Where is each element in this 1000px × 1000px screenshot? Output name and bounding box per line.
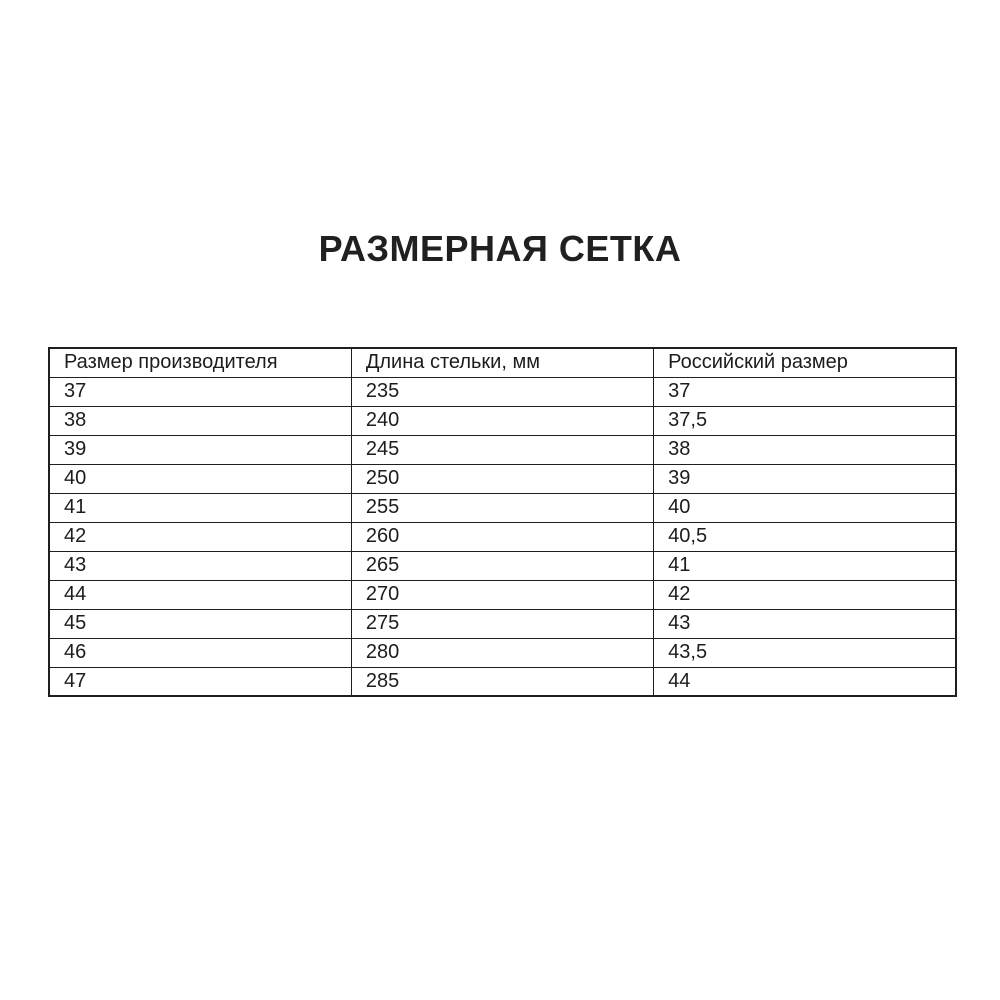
- size-grid-table: [48, 347, 957, 697]
- cell-insole-length: 280: [351, 638, 653, 667]
- cell-manufacturer-size: 45: [49, 609, 351, 638]
- cell-insole-length: 250: [351, 464, 653, 493]
- cell-insole-length: 260: [351, 522, 653, 551]
- table-row: [49, 638, 956, 667]
- table-row: [49, 406, 956, 435]
- cell-russian-size: 39: [654, 464, 956, 493]
- cell-russian-size: 37,5: [654, 406, 956, 435]
- cell-manufacturer-size: 46: [49, 638, 351, 667]
- table-row: [49, 493, 956, 522]
- table-header-row: [49, 348, 956, 377]
- cell-russian-size: 43,5: [654, 638, 956, 667]
- cell-manufacturer-size: 47: [49, 667, 351, 696]
- cell-russian-size: 40,5: [654, 522, 956, 551]
- table-row: [49, 522, 956, 551]
- table-row: [49, 551, 956, 580]
- page-title: РАЗМЕРНАЯ СЕТКА: [318, 228, 682, 269]
- cell-insole-length: 235: [351, 377, 653, 406]
- cell-russian-size: 44: [654, 667, 956, 696]
- table-row: [49, 580, 956, 609]
- cell-manufacturer-size: 38: [49, 406, 351, 435]
- cell-insole-length: 270: [351, 580, 653, 609]
- table-row: [49, 464, 956, 493]
- column-header-manufacturer-size: Размер производителя: [49, 348, 351, 377]
- table-row: [49, 667, 956, 696]
- cell-russian-size: 38: [654, 435, 956, 464]
- cell-russian-size: 42: [654, 580, 956, 609]
- column-header-insole-length: Длина стельки, мм: [351, 348, 653, 377]
- cell-manufacturer-size: 37: [49, 377, 351, 406]
- cell-insole-length: 255: [351, 493, 653, 522]
- cell-manufacturer-size: 39: [49, 435, 351, 464]
- cell-russian-size: 37: [654, 377, 956, 406]
- cell-manufacturer-size: 42: [49, 522, 351, 551]
- table-row: [49, 435, 956, 464]
- cell-manufacturer-size: 41: [49, 493, 351, 522]
- cell-russian-size: 43: [654, 609, 956, 638]
- column-header-russian-size: Российский размер: [654, 348, 956, 377]
- cell-insole-length: 285: [351, 667, 653, 696]
- table-row: [49, 377, 956, 406]
- cell-insole-length: 245: [351, 435, 653, 464]
- cell-russian-size: 41: [654, 551, 956, 580]
- cell-manufacturer-size: 43: [49, 551, 351, 580]
- cell-russian-size: 40: [654, 493, 956, 522]
- cell-manufacturer-size: 40: [49, 464, 351, 493]
- cell-manufacturer-size: 44: [49, 580, 351, 609]
- cell-insole-length: 265: [351, 551, 653, 580]
- cell-insole-length: 275: [351, 609, 653, 638]
- cell-insole-length: 240: [351, 406, 653, 435]
- table-row: [49, 609, 956, 638]
